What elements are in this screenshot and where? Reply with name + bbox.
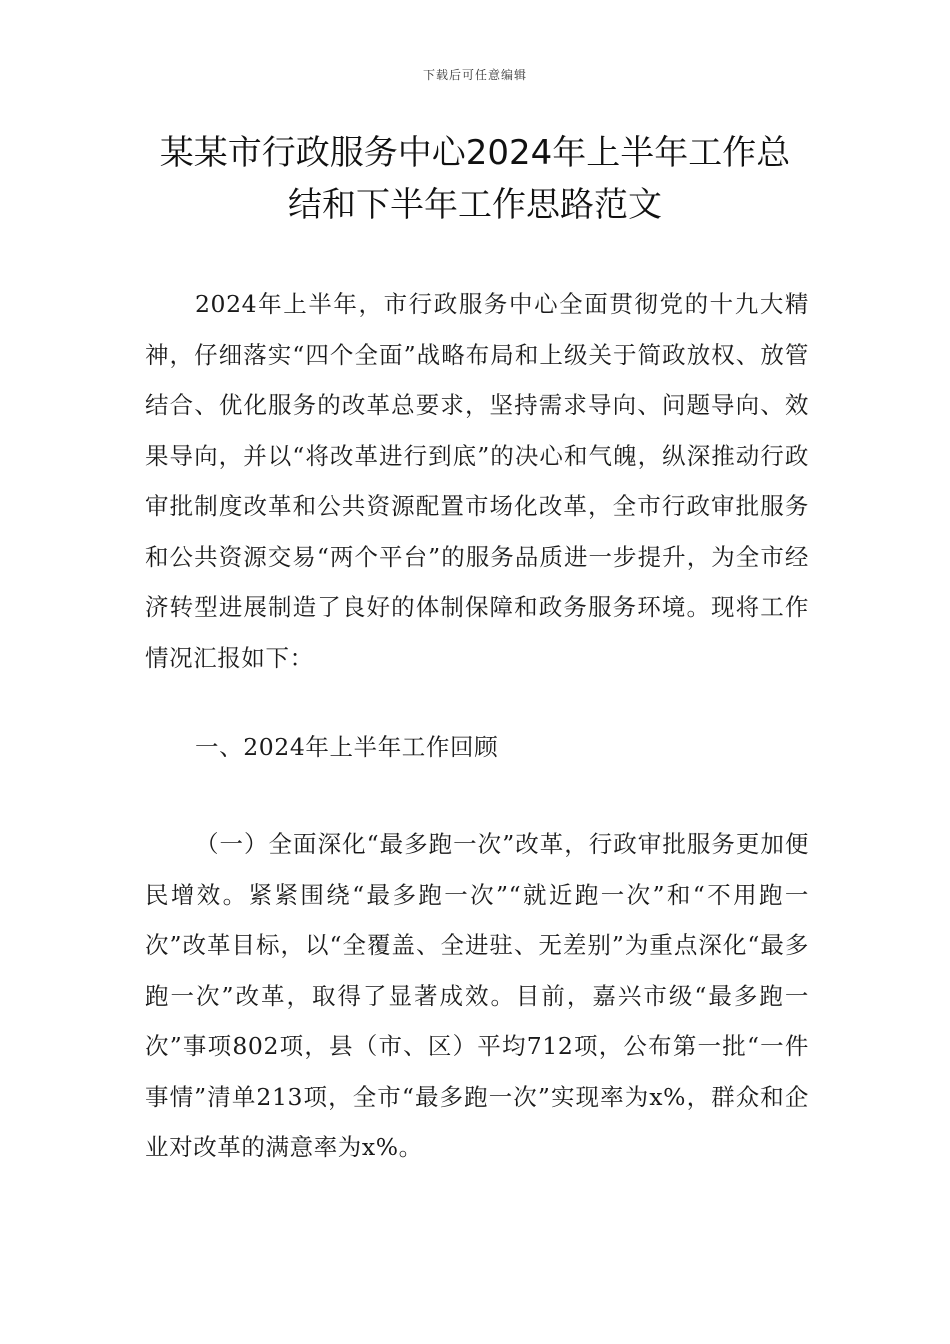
page-header-note: 下载后可任意编辑: [422, 68, 527, 82]
document-title-line-1: 某某市行政服务中心2024年上半年工作总: [159, 133, 791, 173]
document-title-line-2: 结和下半年工作思路范文: [288, 185, 662, 225]
section-paragraph: （一）全面深化“最多跑一次”改革，行政审批服务更加便民增效。紧紧围绕“最多跑一次”“就近跑一次”和“不用跑一次”改革目标，以“全覆盖、全进驻、无差别”为重点深化“最多跑一次”改革，取得了显著成效。目前，嘉兴市级“最多跑一次”事项802项，县（市、区）平均712项，公布第一批“一件事情”清单213项，全市“最多跑一次”实现率为x%，群众和企业对改革的满意率为x%。: [145, 830, 809, 1161]
section-heading: 一、2024年上半年工作回顾: [195, 733, 499, 761]
intro-paragraph: 2024年上半年，市行政服务中心全面贯彻党的十九大精神，仔细落实“四个全面”战略布局和上级关于简政放权、放管结合、优化服务的改革总要求，坚持需求导向、问题导向、效果导向，并以“将改革进行到底”的决心和气魄，纵深推动行政审批制度改革和公共资源配置市场化改革，全市行政审批服务和公共资源交易“两个平台”的服务品质进一步提升，为全市经济转型进展制造了良好的体制保障和政务服务环境。现将工作情况汇报如下：: [145, 290, 809, 672]
document-title: [100, 127, 850, 231]
